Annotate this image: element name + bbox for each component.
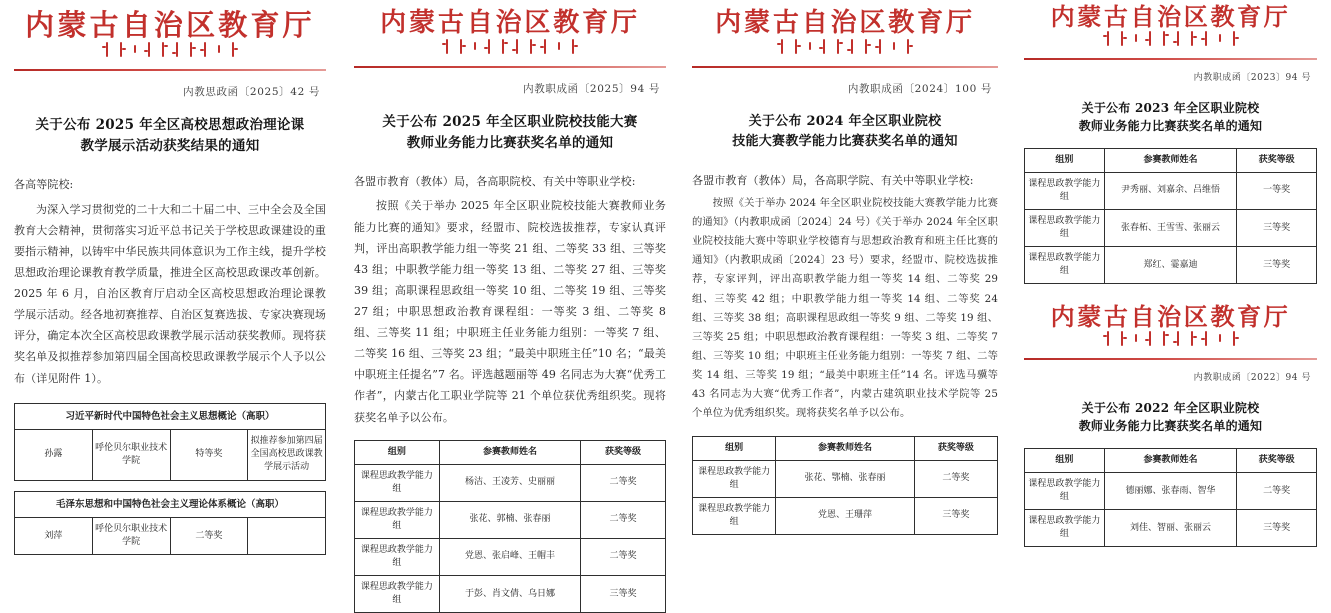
cell-award-level: 二等奖 [581,501,666,538]
mongolian-glyph [459,39,463,54]
document-column-3 [680,0,1010,527]
table-header-row [1025,148,1317,172]
table-row [693,460,998,497]
title-line: 教学展示活动获奖结果的通知 [80,138,260,155]
column-header-level: 获奖等级 [914,436,997,460]
mongolian-glyph [836,39,840,54]
cell-award-level: 二等奖 [1237,473,1317,510]
mongolian-glyph [1120,31,1124,46]
column-header-level: 获奖等级 [581,440,666,464]
issuing-organization-name: 内蒙古自治区教育厅 [1050,302,1291,332]
column-header-names: 参赛教师姓名 [1104,148,1237,172]
mongolian-glyph [822,39,826,54]
mongolian-script-line [14,42,326,60]
mongolian-glyph [1204,331,1208,346]
body-paragraph: 按照《关于举办 2024 年全区职业院校技能大赛教学能力比赛的通知》（内教职成函〔2024〕24 号）《关于举办 2024 年全区职业院校技能大赛中等职业学校德育与思想政治教育和班主任比赛的通知》（内教职成函〔2024〕23 号）要求，经盟市、院校选拔推荐，专家评判，评出高职教学能力组一等奖 14 组、二等奖 29 组、三等奖 42 组；中职教学能力组一等奖 14 组、二等奖 24 组、三等奖 38 组；高职课程思政组一等奖 9 组、二等奖 19 组、三等奖 25 组；中职思想政治教育课程组：一等奖 3 组、二等奖 7 组、三等奖 10 组；中职班主任业务能力组别：一等奖 7 组、二等奖 14 组、三等奖 19 组；“最美中职班主任”14 名。评选马骥等 43 名同志为大赛“优秀工作者”，内蒙古建筑职业技术学院等 25 个单位为优秀组织奖。现将获奖名单予以公布。 [692,196,998,420]
mongolian-glyph [1162,31,1166,46]
mongolian-glyph [133,42,137,53]
mongolian-glyph [864,39,868,54]
table-row [1025,510,1317,547]
header-divider-rule [14,69,326,71]
cell-award-level: 三等奖 [914,497,997,534]
issuing-organization-name: 内蒙古自治区教育厅 [1050,2,1291,31]
mongolian-glyph [850,39,854,54]
addressee-line: 各盟市教育（教体）局，各高职院校、有关中等职业学校: [354,175,636,189]
mongolian-glyph [571,39,575,54]
cell-group: 课程思政教学能力组 [355,464,440,501]
issuing-organization-name: 内蒙古自治区教育厅 [25,8,315,42]
letterhead [354,0,666,68]
cell-teacher-name: 孙露 [15,430,93,480]
mongolian-glyph [175,42,179,57]
cell-award-level: 三等奖 [1237,210,1317,247]
cell-remark [248,518,326,555]
mongolian-glyph [543,39,547,54]
mongolian-glyph [780,39,784,54]
document-notice-2022-94 [1024,300,1317,547]
column-header-names: 参赛教师姓名 [776,436,914,460]
mongolian-glyph [203,42,207,57]
mongolian-glyph [1218,331,1222,342]
mongolian-glyph [189,42,193,57]
letterhead [692,0,998,68]
title-line: 关于公布 2024 年全区职业院校 [748,114,942,130]
mongolian-glyph [1162,331,1166,346]
mongolian-glyph [1120,331,1124,346]
cell-group: 课程思政教学能力组 [355,576,440,613]
cell-teacher-names: 刘佳、智丽、张丽云 [1104,510,1237,547]
cell-teacher-names: 张春柘、王雪雪、张丽云 [1104,210,1237,247]
mongolian-glyph [878,39,882,54]
title-line: 技能大赛教学能力比赛获奖名单的通知 [732,134,958,150]
cell-group: 课程思政教学能力组 [1025,473,1105,510]
table-row [355,464,666,501]
document-number: 内教职成函〔2024〕100 号 [847,83,992,96]
mongolian-glyph [906,39,910,54]
cell-group: 课程思政教学能力组 [355,538,440,575]
table-row [15,430,326,480]
title-line: 教师业务能力比赛获奖名单的通知 [1078,119,1263,134]
column-header-group: 组别 [693,436,776,460]
body-paragraph: 为深入学习贯彻党的二十大和二十届二中、三中全会及全国教育大会精神，贯彻落实习近平总书记关于学校思政课建设的重要指示精神，以铸牢中华民族共同体意识为工作主线，提升学校思想政治理论课教育教学质量，推进全区高校思政课改革创新。2025 年 6 月，自治区教育厅启动全区高校思想政治理论课教学展示活动。经各地初赛推荐、自治区复赛选拔、专家决赛现场评分，确定本次全区高校思政课教学展示活动获奖教师。现将获奖名单及拟推荐参加第四届全国高校思政课教学展示个人予以公布（详见附件 1）。 [14,202,326,385]
table-caption: 毛泽东思想和中国特色社会主义理论体系概论（高职） [15,491,326,518]
mongolian-glyph [892,39,896,50]
document-column-4 [1010,0,1331,540]
mongolian-glyph [1106,331,1110,346]
document-separator [1024,284,1317,300]
cell-teacher-names: 杨洁、王凌芳、史丽丽 [439,464,580,501]
mongolian-glyph [1204,31,1208,46]
cell-group: 课程思政教学能力组 [1025,247,1105,284]
cell-award-level: 三等奖 [1237,247,1317,284]
mongolian-glyph [105,42,109,57]
table-caption: 习近平新时代中国特色社会主义思想概论（高职） [15,403,326,430]
mongolian-glyph [1106,31,1110,46]
column-header-level: 获奖等级 [1237,148,1317,172]
cell-award-level: 一等奖 [1237,172,1317,209]
mongolian-glyph [1148,31,1152,46]
mongolian-glyph [1176,31,1180,46]
mongolian-script-line [1024,331,1317,349]
cell-group: 课程思政教学能力组 [355,501,440,538]
mongolian-glyph [473,39,477,50]
cell-teacher-names: 尹秀丽、刘嘉余、吕维悟 [1104,172,1237,209]
title-line: 教师业务能力比赛获奖名单的通知 [406,135,614,152]
document-title [354,112,666,154]
award-table [1024,448,1317,547]
document-notice-2025-42 [14,0,326,555]
cell-teacher-names: 党恩、王珊萍 [776,497,914,534]
document-notice-2023-94 [1024,0,1317,284]
column-header-level: 获奖等级 [1237,449,1317,473]
mongolian-glyph [1190,31,1194,46]
cell-teacher-names: 张花、郭楠、张春丽 [439,501,580,538]
cell-group: 课程思政教学能力组 [693,497,776,534]
mongolian-script-line [1024,31,1317,49]
mongolian-glyph [1232,31,1236,46]
cell-award-level: 二等奖 [914,460,997,497]
issuing-organization-name: 内蒙古自治区教育厅 [380,8,640,38]
mongolian-glyph [515,39,519,54]
table-caption-row [15,491,326,518]
document-number: 内教职成函〔2022〕94 号 [1193,372,1311,383]
cell-teacher-names: 张花、鄂楠、张春丽 [776,460,914,497]
mongolian-glyph [794,39,798,54]
cell-teacher-names: 于彭、肖文倩、乌日娜 [439,576,580,613]
document-number: 内教思政函〔2025〕42 号 [183,86,320,99]
mongolian-glyph [487,39,491,54]
cell-award-level: 特等奖 [170,430,248,480]
title-line: 关于公布 2022 年全区职业院校 [1081,400,1260,415]
title-line: 关于公布 2025 年全区职业院校技能大赛 [382,114,638,131]
mongolian-script-line [354,39,666,57]
addressee-line: 各高等院校: [14,178,74,192]
mongolian-glyph [501,39,505,54]
cell-group: 课程思政教学能力组 [1025,210,1105,247]
mongolian-glyph [1176,331,1180,346]
mongolian-glyph [1218,31,1222,42]
mongolian-glyph [1190,331,1194,346]
header-divider-rule [1024,58,1317,60]
mongolian-glyph [808,39,812,50]
mongolian-glyph [119,42,123,57]
header-divider-rule [354,66,666,68]
award-table-1 [14,403,326,481]
mongolian-glyph [1134,331,1138,342]
title-line: 关于公布 2025 年全区高校思想政治理论课 [35,117,305,134]
award-table-2 [14,491,326,556]
document-number: 内教职成函〔2025〕94 号 [523,83,660,96]
table-row [1025,172,1317,209]
document-title [692,112,998,152]
document-column-2 [340,0,680,606]
title-line: 教师业务能力比赛获奖名单的通知 [1078,419,1263,434]
cell-school: 呼伦贝尔职业技术学院 [92,518,170,555]
document-number: 内教职成函〔2023〕94 号 [1193,72,1311,83]
mongolian-script-line [692,39,998,57]
mongolian-glyph [217,42,221,53]
document-title [1024,99,1317,136]
mongolian-glyph [1148,331,1152,346]
cell-award-level: 二等奖 [581,538,666,575]
issuing-organization-name: 内蒙古自治区教育厅 [715,8,975,38]
addressee-line: 各盟市教育（教体）局，各高职学院、有关中等职业学校: [692,173,974,187]
cell-award-level: 三等奖 [581,576,666,613]
cell-school: 呼伦贝尔职业技术学院 [92,430,170,480]
column-header-group: 组别 [1025,449,1105,473]
letterhead [1024,0,1317,60]
mongolian-glyph [147,42,151,57]
table-row [1025,210,1317,247]
title-line: 关于公布 2023 年全区职业院校 [1081,100,1260,115]
mongolian-glyph [445,39,449,54]
cell-teacher-names: 党恩、张启峰、王帽丰 [439,538,580,575]
cell-award-level: 二等奖 [170,518,248,555]
document-title [1024,399,1317,436]
cell-teacher-names: 郑红、霎嘉迪 [1104,247,1237,284]
letterhead [1024,300,1317,360]
cell-group: 课程思政教学能力组 [1025,510,1105,547]
table-row [1025,247,1317,284]
mongolian-glyph [1134,31,1138,42]
mongolian-glyph [161,42,165,57]
table-row [1025,473,1317,510]
column-header-names: 参赛教师姓名 [439,440,580,464]
cell-teacher-names: 德丽娜、张春雨、智华 [1104,473,1237,510]
header-divider-rule [1024,358,1317,360]
cell-group: 课程思政教学能力组 [1025,172,1105,209]
document-notice-2025-94 [354,0,666,613]
table-row [15,518,326,555]
document-notice-2024-100 [692,0,998,535]
header-divider-rule [692,66,998,68]
cell-award-level: 三等奖 [1237,510,1317,547]
body-paragraph: 按照《关于举办 2025 年全区职业院校技能大赛教师业务能力比赛的通知》要求，经盟市、院校选拔推荐，专家认真评判，评出高职教学能力组一等奖 21 组、二等奖 33 组、三等奖 43 组；中职教学能力组一等奖 13 组、二等奖 27 组、三等奖 39 组；高职课程思政组一等奖 10 组、二等奖 19 组、三等奖 27 组；中职思想政治教育课程组：一等奖 3 组、二等奖 8 组、三等奖 11 组；中职班主任业务能力组别：一等奖 7 组、二等奖 16 组、三等奖 23 组；“最美中职班主任”10 名；“最美中职班主任提名”7 名。评选越题丽等 49 名同志为大赛“优秀工作者”，内蒙古化工职业学院等 21 个单位获优秀组织奖。现将获奖名单予以公布。 [354,199,666,424]
award-table [354,440,666,613]
column-header-group: 组别 [355,440,440,464]
table-header-row [693,436,998,460]
table-row [355,538,666,575]
letterhead [14,0,326,71]
table-header-row [1025,449,1317,473]
mongolian-glyph [1232,331,1236,346]
cell-group: 课程思政教学能力组 [693,460,776,497]
table-header-row [355,440,666,464]
mongolian-glyph [529,39,533,54]
cell-teacher-name: 刘萍 [15,518,93,555]
column-header-names: 参赛教师姓名 [1104,449,1237,473]
mongolian-glyph [231,42,235,57]
table-row [355,576,666,613]
column-header-group: 组别 [1025,148,1105,172]
table-row [693,497,998,534]
table-caption-row [15,403,326,430]
award-table [1024,148,1317,284]
cell-award-level: 二等奖 [581,464,666,501]
cell-remark: 拟推荐参加第四届全国高校思政课教学展示活动 [248,430,326,480]
document-column-1 [0,0,340,548]
mongolian-glyph [557,39,561,50]
document-title [14,115,326,157]
